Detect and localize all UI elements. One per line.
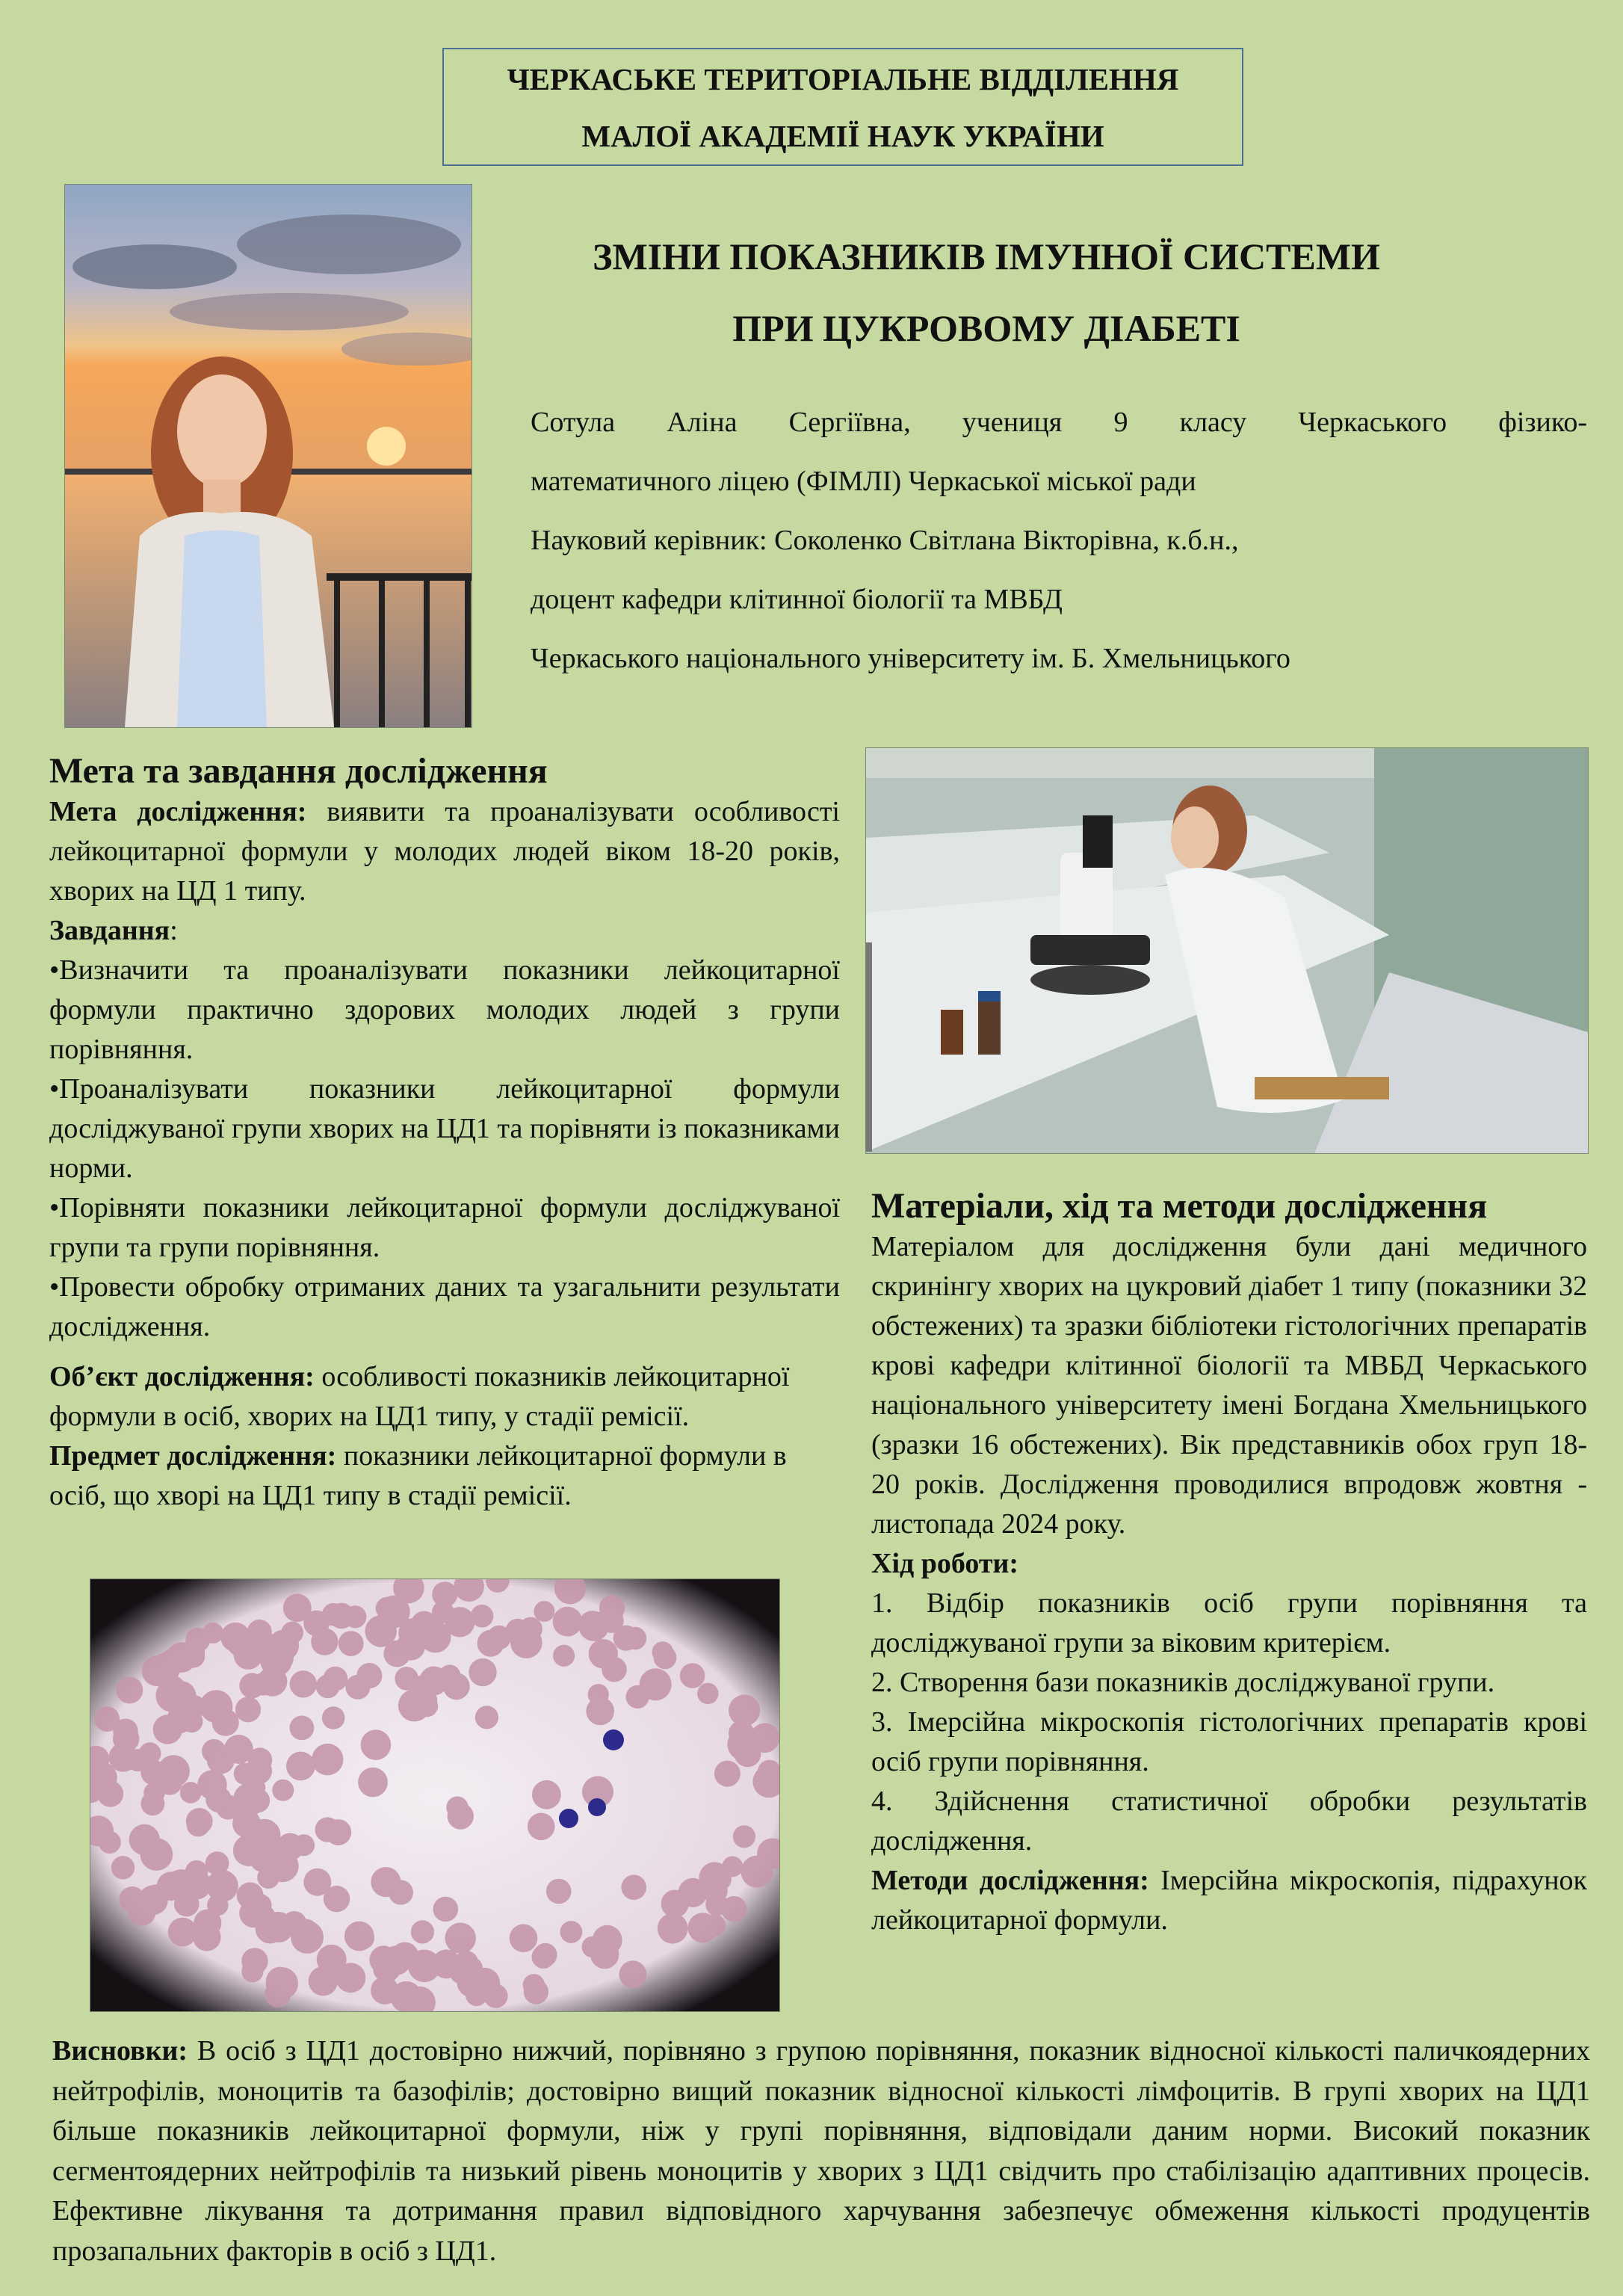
subject-paragraph [49,1436,840,1516]
red-blood-cell [248,1819,281,1852]
red-blood-cell [250,1848,274,1872]
methods-section-title: Матеріали, хід та методи дослідження [871,1186,1488,1226]
red-blood-cell [239,1673,265,1698]
organization-line-2: МАЛОЇ АКАДЕМІЇ НАУК УКРАЇНИ [581,119,1104,153]
author-line-1: Сотула Аліна Сергіївна, учениця 9 класу Черкаського фізико- [531,407,1587,438]
red-blood-cell [182,1645,205,1668]
object-text: особливості показників лейкоцитарної формули в осіб, хворих на ЦД1 типу, у стадії ремісії. [49,1361,790,1432]
task-item: •Провести обробку отриманих даних та узагальнити результати дослідження. [49,1271,840,1342]
red-blood-cell [532,1780,561,1809]
red-blood-cell [553,1645,575,1667]
object-label: Об’єкт дослідження: [49,1361,315,1392]
lab-illustration [866,748,1588,1153]
red-blood-cell [395,1667,418,1691]
red-blood-cell [711,1868,732,1889]
red-blood-cell [416,1695,438,1717]
red-blood-cell [358,1768,388,1797]
red-blood-cell [235,1697,261,1722]
red-blood-cell [202,1739,226,1763]
red-blood-cell [303,1868,331,1896]
red-blood-cell [312,1744,343,1775]
red-blood-cell [260,1644,292,1676]
red-blood-cell [316,1674,340,1698]
red-blood-cell [291,1921,324,1954]
red-blood-cell [371,1977,398,2005]
aim-section-body [49,792,840,1347]
red-blood-cell [263,1912,294,1942]
conclusion-section [52,2031,1590,2271]
portrait-illustration [65,185,472,727]
task-item: •Порівняти показники лейкоцитарної формули досліджуваної групи та групи порівняння. [49,1192,840,1263]
red-blood-cell [203,1623,223,1644]
conclusion-text: В осіб з ЦД1 достовірно нижчий, порівняно з групою порівняння, показник відносної кількості паличкоядерних нейтрофілів, моноцитів та базофілів; достовірно вищий показник відносної кількості лімфоцитів. В групі хворих на ЦД1 більше показників лейкоцитарної формули, ніж у групі порівняння, відповідали даним норми. Високий показник сегментоядерних нейтрофілів та низький рівень моноцитів у хворих з ЦД1 свідчить про стабілізацію адаптивних процесів. Ефективне лікування та дотримання правил відповідного харчування забезпечує обмеження кількості продуцентів прозапальних факторів в осіб з ЦД1. [52,2035,1590,2267]
red-blood-cell [593,1925,622,1955]
red-blood-cell [248,1747,273,1772]
aim-section-title: Мета та завдання дослідження [49,751,548,791]
supervisor-line-2: доцент кафедри клітинної біології та МВБД [531,584,1063,615]
red-blood-cell [457,1968,487,1998]
red-blood-cell [658,1913,688,1944]
task-item: •Проаналізувати показники лейкоцитарної формули досліджуваної групи хворих на ЦД1 та порівняти із показниками норми. [49,1073,840,1184]
aim-section [49,750,840,1516]
red-blood-cell [546,1879,572,1904]
red-blood-cell [510,1924,538,1952]
progress-step: 3. Імерсійна мікроскопія гістологічних препаратів крові осіб групи порівняння. [871,1706,1587,1777]
red-blood-cell [187,1813,210,1836]
aim-paragraph [49,792,840,911]
title-line-1: ЗМІНИ ПОКАЗНИКІВ ІМУННОЇ СИСТЕМИ [593,235,1380,277]
progress-step: 1. Відбір показників осіб групи порівняння та досліджуваної групи за віковим критерієм. [871,1587,1587,1658]
red-blood-cell [519,1617,542,1641]
red-blood-cell [578,1611,608,1641]
blood-smear-micrograph [90,1578,780,2012]
red-blood-cell [322,1706,345,1729]
object-paragraph [49,1357,840,1436]
aim-label: Мета дослідження: [49,796,307,827]
conclusion-label: Висновки: [52,2035,188,2067]
red-blood-cell [697,1683,718,1704]
red-blood-cell [290,1670,317,1697]
red-blood-cell [750,1723,779,1753]
red-blood-cell [371,1867,401,1897]
supervisor-line-3: Черкаського національного університету ім. Б. Хмельницького [531,643,1290,674]
tasks-heading [49,911,840,951]
red-blood-cell [475,1706,498,1729]
red-blood-cell [619,1960,647,1988]
red-blood-cell [286,1752,315,1781]
poster-title [478,220,1494,364]
organization-line-1: ЧЕРКАСЬКЕ ТЕРИТОРІАЛЬНЕ ВІДДІЛЕННЯ [507,62,1179,96]
progress-step: 2. Створення бази показників досліджуваної групи. [871,1667,1495,1698]
red-blood-cell [411,1920,434,1943]
red-blood-cell [155,1679,188,1712]
red-blood-cell [140,1838,173,1871]
red-blood-cell [369,1945,398,1974]
red-blood-cell [197,1770,227,1800]
red-blood-cell [116,1676,143,1703]
red-blood-cell [469,1658,496,1686]
red-blood-cell [241,1960,263,1982]
red-blood-cell [553,1607,583,1637]
red-blood-cell [212,1709,239,1736]
red-blood-cell [361,1729,392,1760]
red-blood-cell [266,1967,298,1999]
red-blood-cell [193,1923,221,1951]
tasks-colon: : [170,915,178,946]
red-blood-cell [290,1716,315,1741]
materials-paragraph: Матеріалом для дослідження були дані медичного скринінгу хворих на цукровий діабет 1 типу (показники 32 обстежених) та зразки бібліотеки гістологічних препаратів крові кафедри клітинної біології та МВБД Черкаського національного університету імені Богдана Хмельницького (зразки 16 обстежених). Вік представників обох груп 18-20 років. Дослідження проводилися впродовж жовтня - листопада 2024 року. [871,1231,1587,1540]
red-blood-cell [156,1769,182,1795]
red-blood-cell [411,1611,437,1638]
micrograph-illustration [90,1579,779,2011]
red-blood-cell [448,1803,474,1829]
red-blood-cell [168,1918,197,1947]
red-blood-cell [439,1664,461,1687]
title-line-2: ПРИ ЦУКРОВОМУ ДІАБЕТІ [732,307,1240,349]
tasks-label: Завдання [49,915,170,946]
organization-header [442,48,1243,166]
red-blood-cell [239,1899,268,1928]
red-blood-cell [654,1647,677,1670]
red-blood-cell [741,1856,773,1888]
progress-heading [871,1544,1587,1584]
red-blood-cell [626,1685,649,1709]
methods-section [871,1185,1587,1940]
lab-microscope-photo [865,747,1589,1154]
red-blood-cell [317,1945,347,1975]
subject-text: показники лейкоцитарної формули в осіб, що хворі на ЦД1 типу в стадії ремісії. [49,1440,787,1511]
red-blood-cell [532,1945,555,1969]
progress-label: Хід роботи: [871,1548,1019,1579]
methods-section-body [871,1227,1587,1940]
supervisor-line-1: Науковий керівник: Соколенко Світлана Вікторівна, к.б.н., [531,525,1239,556]
red-blood-cell [344,1922,374,1951]
red-blood-cell [113,1719,138,1744]
red-blood-cell [174,1892,200,1917]
red-blood-cell [206,1870,238,1902]
red-blood-cell [680,1663,705,1688]
author-portrait-photo [64,184,472,728]
red-blood-cell [729,1721,754,1746]
red-blood-cell [733,1825,755,1848]
red-blood-cell [153,1715,182,1744]
author-info [531,393,1587,688]
red-blood-cell [127,1897,156,1926]
task-item: •Визначити та проаналізувати показники лейкоцитарної формули практично здорових молодих людей з групи порівняння. [49,954,840,1065]
red-blood-cell [272,1780,294,1801]
red-blood-cell [721,1896,746,1922]
subject-label: Предмет дослідження: [49,1440,337,1472]
red-blood-cell [560,1921,583,1943]
red-blood-cell [523,1974,545,1996]
author-line-2: математичного ліцею (ФІМЛІ) Черкаської міської ради [531,466,1196,497]
red-blood-cell [315,1817,340,1842]
red-blood-cell [528,1813,555,1841]
red-blood-cell [111,1856,135,1879]
methods-paragraph [871,1861,1587,1940]
aim-text: виявити та проаналізувати особливості лейкоцитарної формули у молодих людей віком 18-20 років, хворих на ЦД 1 типу. [49,796,840,907]
red-blood-cell [244,1777,265,1798]
red-blood-cell [477,1630,504,1657]
red-blood-cell [345,1675,370,1700]
red-blood-cell [704,1914,726,1936]
red-blood-cell [408,1950,441,1983]
red-blood-cell [678,1878,708,1907]
red-blood-cell [613,1626,639,1651]
methods-text: Імерсійна мікроскопія, підрахунок лейкоцитарної формули. [871,1865,1588,1936]
red-blood-cell [445,1923,476,1954]
red-blood-cell [433,1897,459,1922]
red-blood-cell [283,1593,312,1622]
methods-label: Методи дослідження: [871,1865,1149,1896]
red-blood-cell [338,1631,364,1656]
red-blood-cell [714,1761,741,1787]
object-subject-block [49,1357,840,1516]
red-blood-cell [621,1874,646,1900]
red-blood-cell [329,1603,355,1629]
progress-step: 4. Здійснення статистичної обробки результатів дослідження. [871,1786,1587,1857]
red-blood-cell [311,1628,338,1655]
red-blood-cell [226,1629,254,1656]
red-blood-cell [589,1639,618,1668]
red-blood-cell [534,1601,554,1622]
red-blood-cell [586,1697,614,1726]
red-blood-cell [376,1597,398,1620]
red-blood-cell [126,1749,149,1771]
